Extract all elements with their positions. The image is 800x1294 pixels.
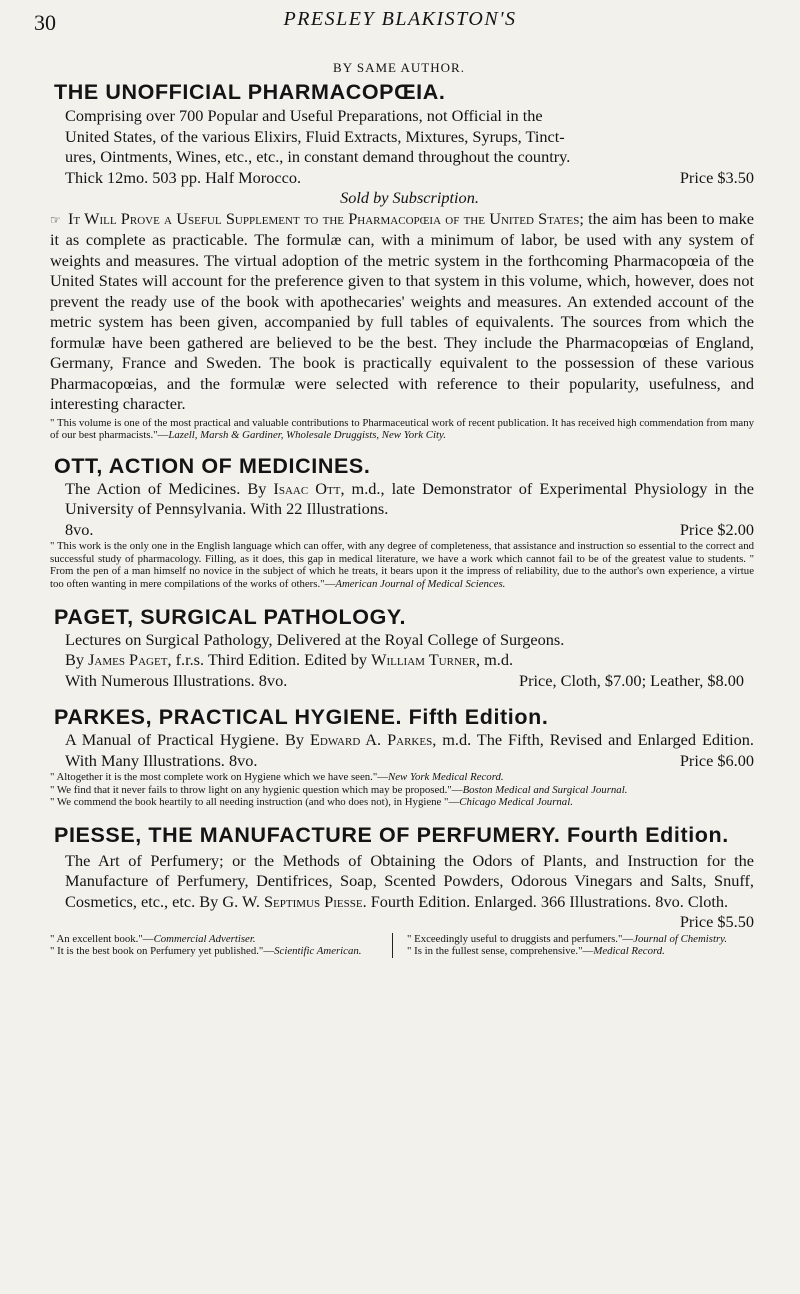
- review-quote: [50, 771, 754, 784]
- quote-text: " It is the best book on Perfumery yet published."—: [50, 945, 275, 958]
- quote-text: " Is in the fullest sense, comprehensive."—: [407, 945, 594, 958]
- review-column-right: [392, 933, 754, 958]
- desc-text: , m.d., late Demonstrator of Experimental Physiology in the University of Pennsylvania. With 22 Illustrations.: [65, 478, 755, 519]
- review-quote: [50, 784, 754, 797]
- review-columns: [50, 933, 754, 958]
- page-header: [0, 8, 800, 35]
- quote-text: " An excellent book."—: [50, 932, 154, 945]
- body-lead: It Will Prove a Useful Supplement to the Pharmacopœia of the United States: [68, 208, 580, 228]
- entry-title: THE UNOFFICIAL PHARMACOPŒIA.: [54, 80, 446, 104]
- quote-source: Boston Medical and Surgical Journal.: [462, 783, 628, 796]
- entry-title: PARKES, PRACTICAL HYGIENE. Fifth Edition.: [54, 705, 549, 730]
- quote-source: Journal of Chemistry.: [633, 932, 728, 945]
- review-quotes: [50, 771, 754, 809]
- review-quote: [50, 540, 754, 590]
- review-quote: [50, 945, 380, 958]
- quote-source: Chicago Medical Journal.: [459, 796, 573, 809]
- author-name: James Paget: [88, 650, 168, 670]
- desc-text: By: [65, 650, 89, 670]
- price: Price $5.50: [679, 912, 754, 932]
- desc-line: United States, of the various Elixirs, Fluid Extracts, Mixtures, Syrups, Tinct-: [65, 126, 565, 146]
- subscription-note: Sold by Subscription.: [340, 188, 479, 207]
- price: Price $2.00: [679, 519, 754, 539]
- desc-text: The Action of Medicines. By: [65, 478, 274, 498]
- price: Price $3.50: [679, 167, 754, 187]
- quote-text: " We commend the book heartily to all needing instruction (and who does not), in Hygiene "—: [50, 796, 460, 809]
- desc-line: [65, 650, 754, 671]
- format-line: [65, 168, 754, 189]
- review-quote: [50, 933, 380, 946]
- author-name: Edward A. Parkes: [309, 730, 433, 750]
- format-line: [65, 520, 754, 541]
- entry-paget-surgical-pathology: [54, 605, 754, 692]
- quote-source: American Journal of Medical Sciences.: [335, 577, 506, 590]
- quote-source: Scientific American.: [274, 945, 362, 958]
- entry-title: PAGET, SURGICAL PATHOLOGY.: [54, 604, 407, 629]
- running-head: PRESLEY BLAKISTON'S: [283, 8, 517, 30]
- desc-text: The Art of Perfumery; or the Methods of Obtaining the Odors of Plants, and Instruction for the Manufacture of Perfumery, Dentifrices, Soap, Scented Powders, Odorous Vinegars and Salts, Snuff, Cosmetics, etc., etc. By G. W.: [65, 850, 754, 911]
- format-text: With Numerous Illustrations. 8vo.: [65, 670, 288, 690]
- entry-description: [65, 479, 754, 520]
- review-quote: [50, 796, 754, 809]
- entry-description: [65, 730, 754, 771]
- price: Price, Cloth, $7.00; Leather, $8.00: [519, 670, 744, 690]
- page-content: [50, 60, 755, 958]
- byline: BY SAME AUTHOR.: [333, 60, 465, 75]
- quote-text: " Exceedingly useful to druggists and perfumers."—: [407, 932, 634, 945]
- entry-piesse-perfumery: [50, 822, 754, 958]
- desc-text: , m.d. The Fifth, Revised and Enlarged Edition. With Many Illustrations. 8vo.: [65, 730, 754, 770]
- quote-text: " Altogether it is the most complete work on Hygiene which we have seen."—: [50, 771, 389, 784]
- format-text: 8vo.: [65, 519, 94, 539]
- editor-name: William Turner: [371, 650, 476, 670]
- entry-ott-action-of-medicines: [50, 453, 755, 591]
- entry-unofficial-pharmacopoeia: [50, 80, 754, 442]
- body-text: ; the aim has been to make it as complete as practicable. The formulæ can, with a minimum of labor, be used with any system of weights and measures. The virtual adoption of the metric system in the forthcoming Pharmacopœia of the United States will account for the preference given to that system in this volume, which, however, does not prevent the ready use of the book with apothecaries' weights and measures. An extended account of the metric system has been given, accompanied by full tables of equivalents. The sources from which the formulæ have been gathered are believed to be the best. They include the Pharmacopœias of England, Germany, France and Sweden. The book is practically equivalent to the possession of these various Pharmacopœias, and the formulæ were selected with reference to their popularity, usefulness, and interesting character.: [50, 208, 754, 413]
- quote-source: Commercial Advertiser.: [153, 932, 256, 945]
- quote-source: Lazell, Marsh & Gardiner, Wholesale Druggists, New York City.: [168, 429, 446, 442]
- desc-line: ures, Ointments, Wines, etc., etc., in constant demand throughout the country.: [65, 147, 571, 166]
- entry-title: OTT, ACTION OF MEDICINES.: [54, 453, 371, 478]
- desc-text: A Manual of Practical Hygiene. By: [65, 730, 310, 750]
- author-name: Isaac Ott: [273, 478, 341, 498]
- entry-description: [65, 630, 754, 692]
- desc-text: , m.d.: [475, 650, 514, 670]
- review-quote: [50, 417, 754, 442]
- review-column-left: [50, 933, 392, 958]
- quote-source: New York Medical Record.: [388, 771, 504, 784]
- review-quote: [407, 933, 754, 946]
- quote-text: " This work is the only one in the English language which can offer, with any degree of completeness, that assistance and instruction so essential to the correct and successful study of pharmacology. Filling, as it does, this gap in medical literature, we have a work which cannot fail to be of the greatest value to students. " From the pen of a man himself no novice in the subject of which he treats, it bears upon it the impress of reliability, due to the author's own experience, a virtue too often wanting in mere compilations of the works of others."—: [50, 540, 754, 590]
- quote-source: Medical Record.: [593, 945, 665, 958]
- entry-body: [50, 209, 754, 415]
- author-name: Septimus Piesse: [263, 891, 363, 911]
- price-line: [65, 912, 754, 933]
- format-line: [65, 671, 754, 692]
- entry-parkes-practical-hygiene: [50, 705, 754, 809]
- price: Price $6.00: [679, 750, 754, 770]
- quote-text: " We find that it never fails to throw light on any hygienic question which may be proposed."—: [50, 783, 463, 796]
- desc-text: . Fourth Edition. Enlarged. 366 Illustrations. 8vo. Cloth.: [362, 891, 729, 911]
- quote-text: " This volume is one of the most practical and valuable contributions to Pharmaceutical work of recent publication. It has received high commendation from many of our best pharmacists."—: [50, 416, 754, 442]
- desc-line: Lectures on Surgical Pathology, Delivered at the Royal College of Surgeons.: [65, 629, 565, 649]
- desc-text: , f.r.s. Third Edition. Edited by: [167, 650, 372, 670]
- entry-title: PIESSE, THE MANUFACTURE OF PERFUMERY. Fourth Edition.: [54, 822, 729, 847]
- pointing-hand-icon: ☞: [50, 212, 61, 227]
- desc-line: Comprising over 700 Popular and Useful Preparations, not Official in the: [65, 106, 543, 125]
- format-text: Thick 12mo. 503 pp. Half Morocco.: [65, 167, 302, 187]
- review-quote: [407, 945, 754, 958]
- page-number: 30: [34, 10, 56, 35]
- entry-description: [65, 851, 754, 913]
- entry-description: [65, 106, 754, 209]
